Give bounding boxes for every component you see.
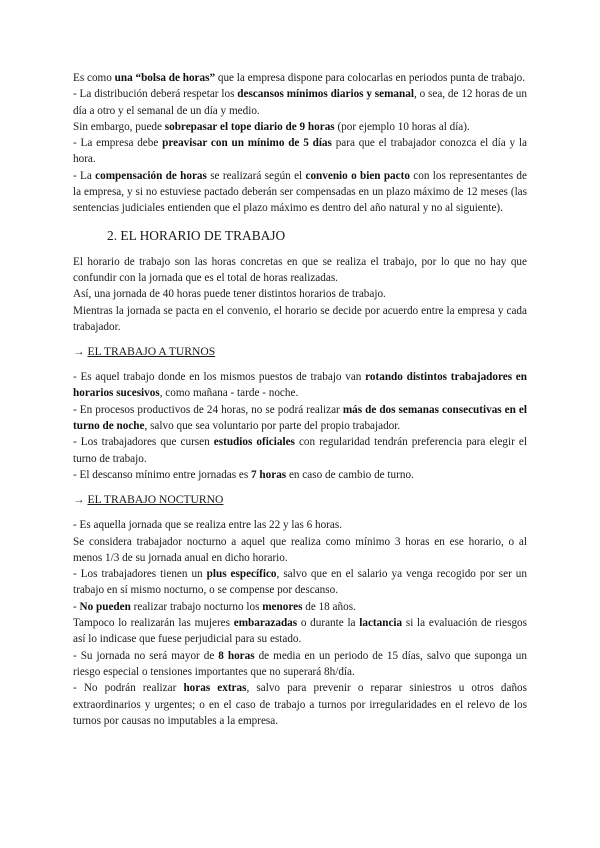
arrow-icon: →	[73, 493, 85, 507]
paragraph: - La empresa debe preavisar con un mínimo de 5 días para que el trabajador conozca el día y la hora.	[73, 137, 528, 166]
paragraph: El horario de trabajo son las horas concretas en que se realiza el trabajo, por lo que no hay que confundir con la jornada que es el total de horas realizadas.	[73, 255, 527, 284]
subsection-heading-nocturno	[73, 491, 527, 509]
section-heading: 2. EL HORARIO DE TRABAJO	[107, 227, 286, 243]
paragraph: Mientras la jornada se pacta en el convenio, el horario se decide por acuerdo entre la empresa y cada trabajador.	[73, 304, 527, 333]
subsection-heading-turnos	[73, 343, 527, 361]
paragraph: Es como una “bolsa de horas” que la empresa dispone para colocarlas en periodos punta de trabajo.	[73, 72, 526, 84]
document-page	[73, 70, 527, 729]
paragraph: - Es aquel trabajo donde en los mismos puestos de trabajo van rotando distintos trabajadores en horarios sucesivos, como mañana - tarde - noche.	[73, 371, 527, 400]
paragraph: - La compensación de horas se realizará según el convenio o bien pacto con los representantes de la empresa, y si no estuviese pactado deberán ser compensadas en un plazo máximo de 12 meses (las sentencias judiciales entienden que el plazo máximo es dentro del año natural y no al siguiente).	[73, 169, 527, 215]
subsection-title: EL TRABAJO A TURNOS	[87, 345, 216, 359]
subsection-title: EL TRABAJO NOCTURNO	[87, 493, 224, 507]
paragraph: - No podrán realizar horas extras, salvo para prevenir o reparar siniestros u otros daños extraordinarios y urgentes; o en el caso de trabajo a turnos por irregularidades en el relevo de los turnos por causas no imputables a la empresa.	[73, 682, 527, 727]
paragraph: - Los trabajadores que cursen estudios oficiales con regularidad tendrán preferencia para elegir el turno de trabajo.	[73, 436, 527, 465]
arrow-icon: →	[73, 345, 85, 359]
paragraph: - En procesos productivos de 24 horas, no se podrá realizar más de dos semanas consecutivas en el turno de noche, salvo que sea voluntario por parte del propio trabajador.	[73, 403, 527, 433]
paragraph: Se considera trabajador nocturno a aquel que realiza como mínimo 3 horas en ese horario, o al menos 1/3 de su jornada anual en dicho horario.	[73, 535, 527, 564]
paragraph: - El descanso mínimo entre jornadas es 7 horas en caso de cambio de turno.	[73, 468, 414, 481]
paragraph: - Los trabajadores tienen un plus específico, salvo que en el salario ya venga recogido por ser un trabajo en sí mismo nocturno, o se compense por descanso.	[73, 568, 527, 597]
paragraph: Sin embargo, puede sobrepasar el tope diario de 9 horas (por ejemplo 10 horas al día).	[73, 120, 470, 133]
paragraph: Tampoco lo realizarán las mujeres embarazadas o durante la lactancia si la evaluación de riesgos así lo indicase que fuese perjudicial para su estado.	[73, 617, 528, 646]
paragraph: - La distribución deberá respetar los descansos mínimos diarios y semanal, o sea, de 12 horas de un día a otro y el semanal de un día y medio.	[73, 88, 527, 117]
paragraph: - No pueden realizar trabajo nocturno los menores de 18 años.	[73, 600, 356, 613]
paragraph: - Su jornada no será mayor de 8 horas de media en un periodo de 15 días, salvo que suponga un riesgo especial o tensiones importantes que no superará 8h/día.	[73, 649, 527, 678]
paragraph: - Es aquella jornada que se realiza entre las 22 y las 6 horas.	[73, 519, 343, 532]
paragraph: Así, una jornada de 40 horas puede tener distintos horarios de trabajo.	[73, 288, 386, 301]
